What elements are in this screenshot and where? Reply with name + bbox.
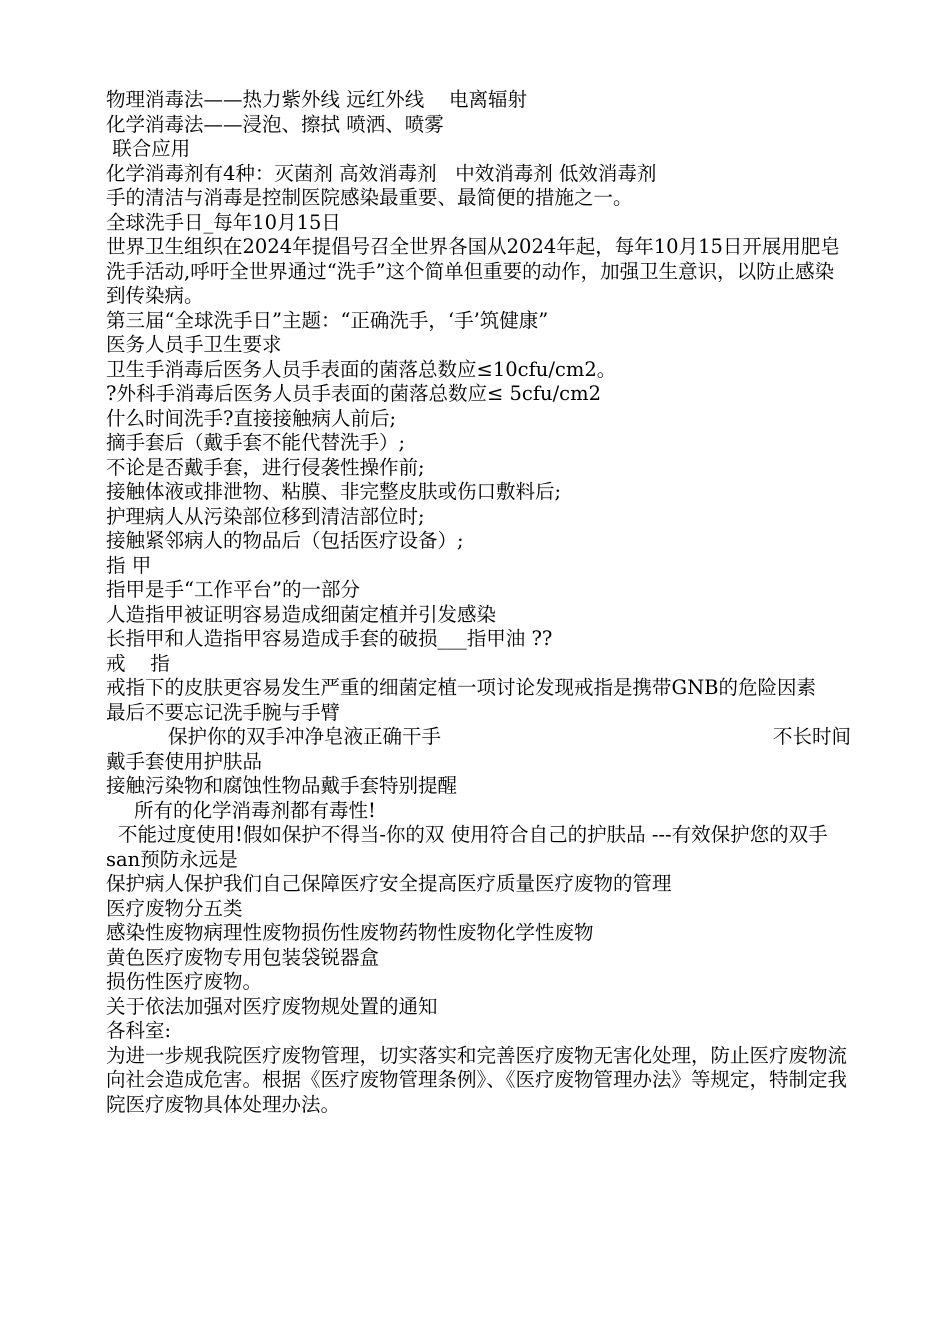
text-line-all-toxic: 所有的化学消毒剂都有毒性! xyxy=(134,798,376,822)
text-protect-hands: 保护你的双手冲净皂液正确干手 xyxy=(168,725,442,748)
text-line-departments: 各科室: xyxy=(106,1019,172,1042)
text-line-waste-types: 感染性废物病理性废物损伤性废物药物性废物化学性废物 xyxy=(106,921,594,944)
text-paragraph-rings: 戒指下的皮肤更容易发生严重的细菌定植一项讨论发现戒指是携带GNB的危险因素 xyxy=(106,676,816,699)
text-paragraph-no-overuse: 不能过度使用!假如保护不得当-你的双 使用符合自己的护肤品 ---有效保护您的双手 xyxy=(118,823,828,846)
text-line-contact-corrosive: 接触污染物和腐蚀性物品戴手套特别提醒 xyxy=(106,774,458,797)
text-line-wrists-arms: 最后不要忘记洗手腕与手臂 xyxy=(106,700,341,724)
text-line-global-handwashing-day: 全球洗手日_每年10月15日 xyxy=(106,210,341,234)
text-paragraph-who: 世界卫生组织在2024年提倡号召全世界各国从2024年起，每年10月15日开展用肥皂洗手活动,呼吁全世界通过“洗手”这个简单但重要的动作，加强卫生意识，以防止感染到传染病。 xyxy=(106,235,840,307)
text-line-physical-disinfection: 物理消毒法——热力紫外线 远红外线 电离辐射 xyxy=(106,88,527,111)
text-line-gloves-lotion: 戴手套使用护肤品 xyxy=(106,749,263,773)
text-line-when-wash: 什么时间洗手?直接接触病人前后; xyxy=(106,406,397,430)
text-line-nearby-items: 接触紧邻病人的物品后（包括医疗设备）; xyxy=(106,529,464,552)
text-line-san-prevention: san预防永远是 xyxy=(106,847,238,871)
text-line-long-nails: 长指甲和人造指甲容易造成手套的破损___指甲油 ?? xyxy=(106,627,553,650)
heading-rings: 戒 指 xyxy=(106,651,170,675)
text-line-chemical-disinfection: 化学消毒法——浸泡、擦拭 喷洒、喷雾 xyxy=(106,112,444,136)
heading-nails: 指 甲 xyxy=(106,553,152,577)
text-line-yellow-bags: 黄色医疗废物专用包装袋锐器盒 xyxy=(106,945,380,969)
text-paragraph-regulation: 为进一步规我院医疗废物管理，切实落实和完善医疗废物无害化处理，防止医疗废物流向社会造成危害。根据《医疗废物管理条例》、《医疗废物管理办法》等规定，特制定我院医疗废物具体处理办法。 xyxy=(106,1043,848,1116)
document-body xyxy=(106,88,851,1117)
text-line-disinfectant-types: 化学消毒剂有4种：灭菌剂 高效消毒剂 中效消毒剂 低效消毒剂 xyxy=(106,161,657,185)
text-line-third-theme: 第三届“全球洗手日”主题：“正确洗手，‘手’筑健康” xyxy=(106,308,549,332)
text-line-hand-cleaning: 手的清洁与消毒是控制医院感染最重要、最简便的措施之一。 xyxy=(106,186,633,209)
text-line-protect-patients: 保护病人保护我们自己保障医疗安全提高医疗质量医疗废物的管理 xyxy=(106,872,672,895)
text-line-invasive: 不论是否戴手套，进行侵袭性操作前; xyxy=(106,455,425,479)
text-line-staff-requirements: 医务人员手卫生要求 xyxy=(106,333,282,356)
text-line-remove-gloves: 摘手套后（戴手套不能代替洗手）; xyxy=(106,431,406,454)
text-line-notice-title: 关于依法加强对医疗废物规处置的通知 xyxy=(106,994,438,1018)
text-not-long-time: 不长时间 xyxy=(772,725,851,748)
text-line-artificial-nails: 人造指甲被证明容易造成细菌定植并引发感染 xyxy=(106,602,497,626)
text-line-protect-hands-row xyxy=(106,725,851,750)
text-line-dirty-to-clean: 护理病人从污染部位移到清洁部位时; xyxy=(106,504,425,528)
text-line-hygienic-disinfection: 卫生手消毒后医务人员手表面的菌落总数应≤10cfu/cm2。 xyxy=(106,357,617,381)
text-line-surgical-disinfection: ?外科手消毒后医务人员手表面的菌落总数应≤ 5cfu/cm2 xyxy=(106,382,601,405)
text-line-five-categories: 医疗废物分五类 xyxy=(106,896,243,920)
text-line-body-fluids: 接触体液或排泄物、粘膜、非完整皮肤或伤口敷料后; xyxy=(106,480,562,503)
text-line-injurious-waste: 损伤性医疗废物。 xyxy=(106,970,263,993)
text-line-combined-use: 联合应用 xyxy=(106,137,191,160)
text-line-nails-platform: 指甲是手“工作平台”的一部分 xyxy=(106,578,360,601)
